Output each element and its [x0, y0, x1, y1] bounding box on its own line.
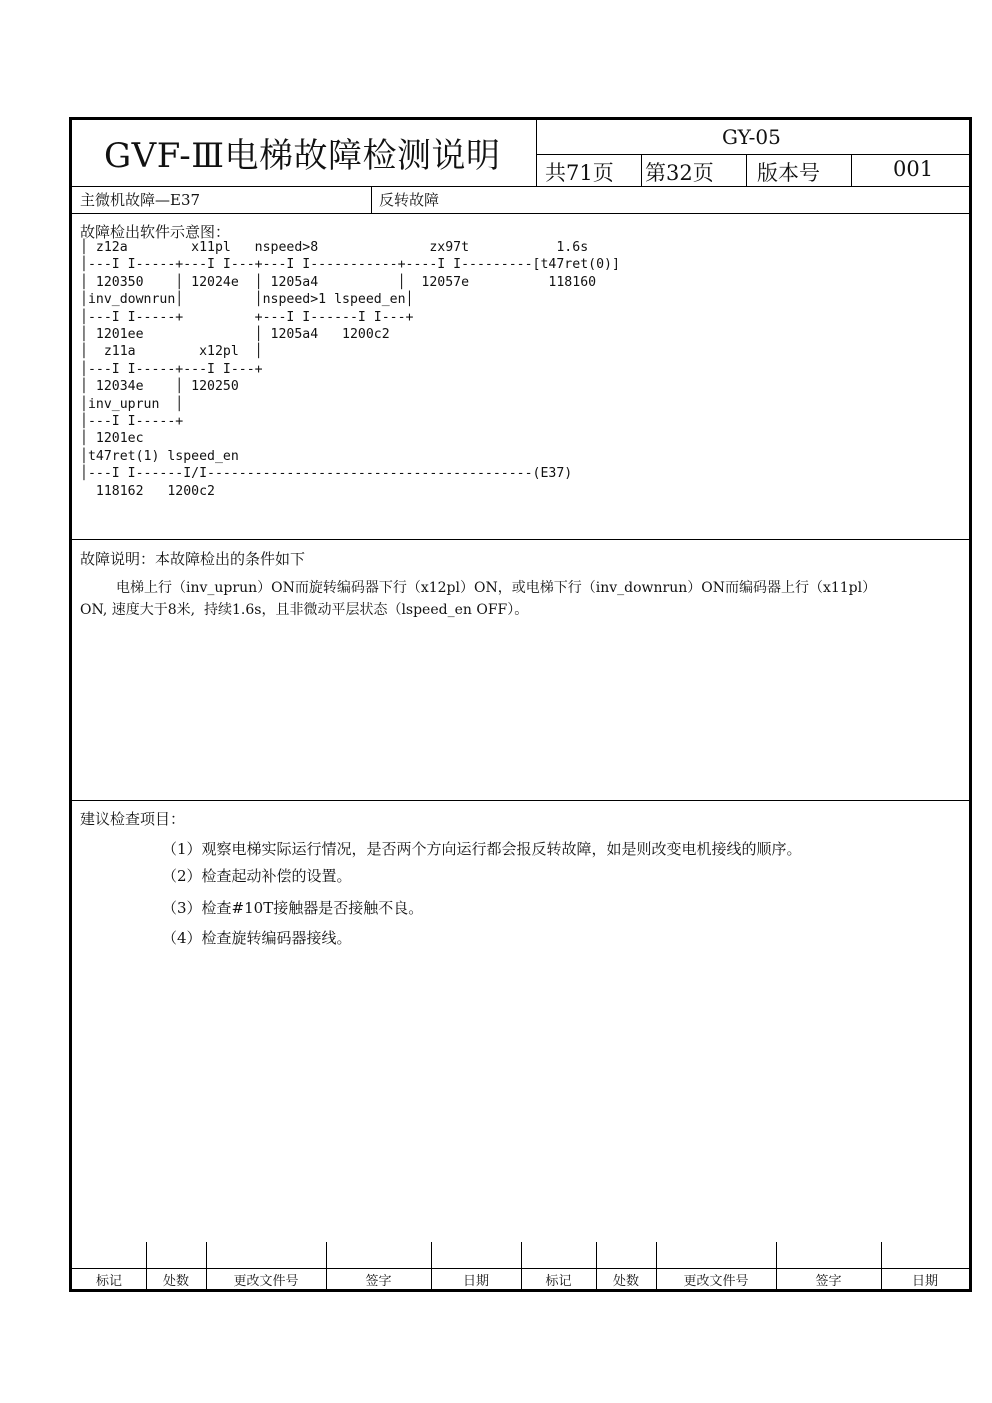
fault-type: 反转故障 — [379, 191, 440, 209]
check-item: （3）检查#10T接触器是否接触不良。 — [162, 899, 424, 917]
footer-col-mark: 标记 — [95, 1274, 122, 1289]
header-cell-divider — [641, 154, 642, 186]
footer-col-count: 处数 — [162, 1274, 189, 1289]
diagram-section-rule — [72, 539, 969, 540]
fault-row-divider — [371, 186, 372, 213]
page-number: 第32页 — [645, 161, 714, 185]
document-title: GVF-Ⅲ电梯故障检测说明 — [104, 136, 501, 176]
header-row-divider — [536, 154, 969, 155]
description-line-1: 电梯上行（inv_uprun）ON而旋转编码器下行（x12pl）ON，或电梯下行（inv_downrun）ON而编码器上行（x11pl） — [116, 580, 877, 596]
footer-col-signature: 签字 — [365, 1274, 392, 1289]
fault-row-rule — [72, 213, 969, 214]
checks-heading: 建议检查项目： — [80, 810, 186, 828]
footer-col-change-doc: 更改文件号 — [683, 1274, 749, 1289]
version-label: 版本号 — [757, 161, 820, 185]
header-cell-divider — [851, 154, 852, 186]
fault-name: 主微机故障—E37 — [80, 191, 201, 209]
version-value: 001 — [893, 157, 934, 181]
header-divider — [536, 120, 537, 186]
footer-col-mark: 标记 — [545, 1274, 572, 1289]
header-cell-divider — [746, 154, 747, 186]
check-item: （2）检查起动补偿的设置。 — [162, 867, 352, 885]
description-line-2: ON, 速度大于8米, 持续1.6s，且非微动平层状态（lspeed_en OFF）。 — [80, 602, 529, 618]
ladder-diagram: │ z12a x11pl nspeed>8 zx97t 1.6s │---I I-----+---I I---+---I I-----------+----I I---------[t47ret(0)] │ 120350 │ 12024e │ 1205a4 │ 12057e 118160 │inv_downrun│ │nspeed>1 lspeed_en│ │---I I-----+ +---I I------I I---+ │ 1201ee │ 1205a4 1200c2 │ z11a x12pl │ │---I I-----+---I I---+ │ 12034e │ 120250 │inv_uprun │ │---I I-----+ │ 1201ec │t47ret(1) lspeed_en │---I I------I/I-----------------------------------------(E37) 118162 1200c2 — [80, 240, 620, 499]
doc-code: GY-05 — [722, 125, 781, 149]
description-heading: 故障说明：本故障检出的条件如下 — [80, 550, 306, 568]
description-section-rule — [72, 800, 969, 801]
total-pages: 共71页 — [545, 161, 614, 185]
footer-col-signature: 签字 — [815, 1274, 842, 1289]
diagram-heading: 故障检出软件示意图： — [80, 223, 231, 241]
footer-col-count: 处数 — [612, 1274, 639, 1289]
footer-col-date: 日期 — [911, 1274, 938, 1289]
header-bottom-rule — [72, 186, 969, 187]
check-item: （4）检查旋转编码器接线。 — [162, 929, 352, 947]
footer-col-date: 日期 — [462, 1274, 489, 1289]
check-item: （1）观察电梯实际运行情况，是否两个方向运行都会报反转故障，如是则改变电机接线的顺序。 — [162, 840, 802, 858]
footer-col-change-doc: 更改文件号 — [233, 1274, 299, 1289]
